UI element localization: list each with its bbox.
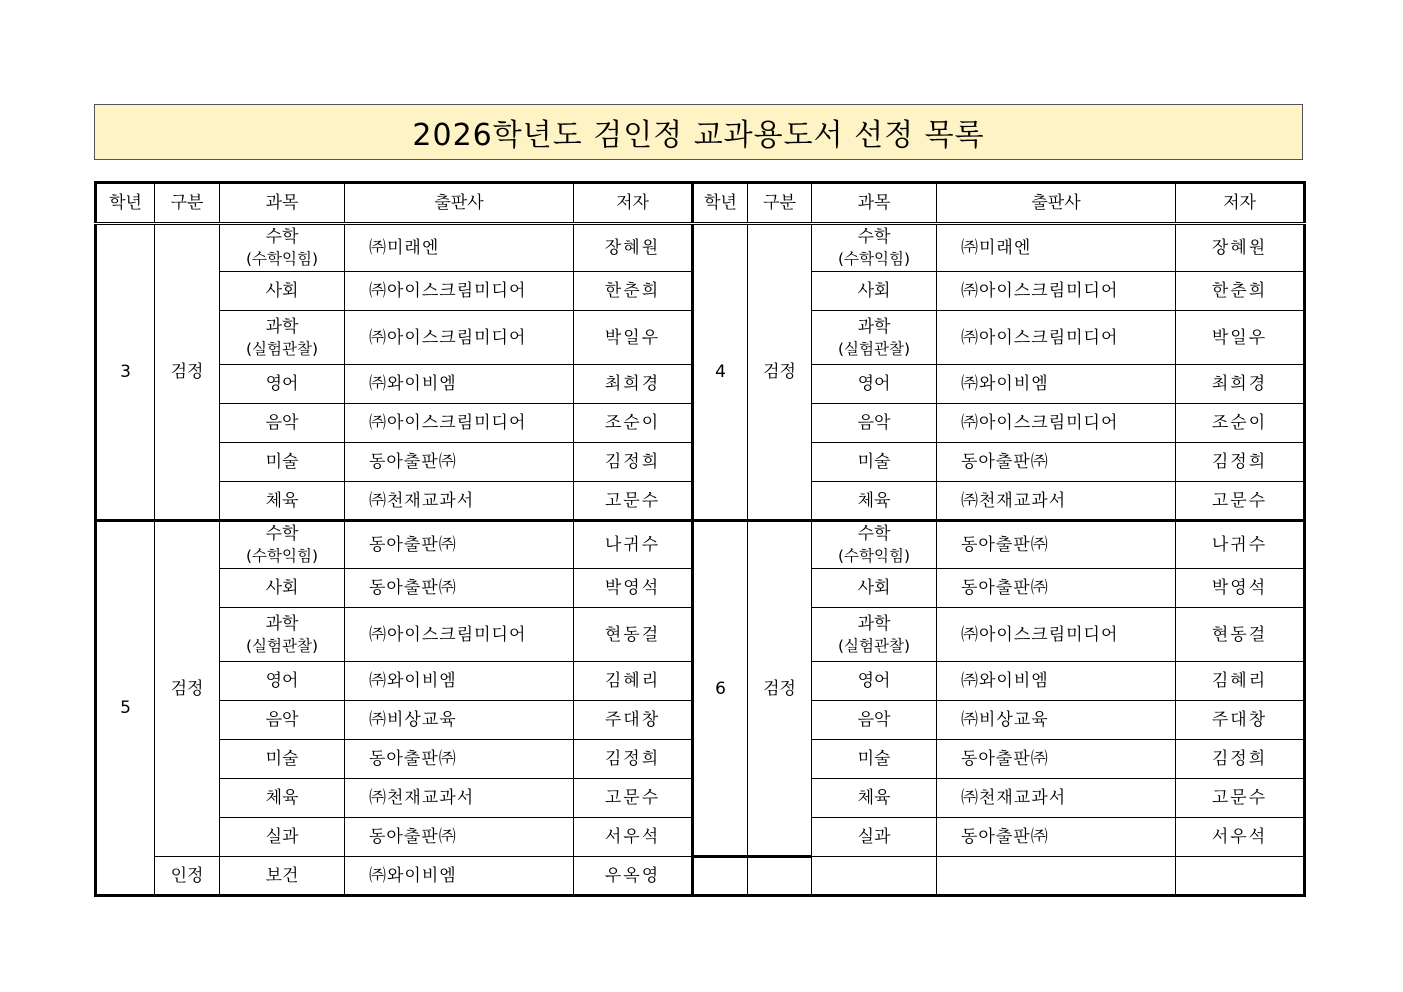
author-cell: 박영석: [1176, 569, 1305, 608]
type-cell: 검정: [748, 224, 812, 521]
type-cell: 검정: [155, 224, 220, 521]
subject-name: 사회: [857, 578, 891, 598]
subject-sub: (수학익힘): [246, 250, 318, 268]
author-cell: 서우석: [574, 818, 693, 857]
subject-cell: [812, 311, 937, 365]
subject-sub: (수학익힘): [838, 547, 910, 565]
publisher-cell: ㈜아이스크림미디어: [937, 311, 1176, 365]
subject-name: 음악: [857, 710, 891, 730]
subject-name: 미술: [265, 749, 299, 769]
subject-name: 과학: [857, 316, 891, 337]
subject-sub: (실험관찰): [246, 339, 318, 358]
subject-cell: [220, 482, 345, 521]
subject-cell: [812, 608, 937, 662]
author-cell: 김정희: [1176, 740, 1305, 779]
header-publisher: 출판사: [937, 183, 1176, 224]
subject-cell: [220, 569, 345, 608]
header-type: 구분: [748, 183, 812, 224]
header-author: 저자: [574, 183, 693, 224]
grade-cell: 4: [693, 224, 748, 521]
publisher-cell: ㈜비상교육: [937, 701, 1176, 740]
publisher-cell: ㈜아이스크림미디어: [345, 311, 574, 365]
publisher-cell: 동아출판㈜: [937, 569, 1176, 608]
page-title: 2026학년도 검인정 교과용도서 선정 목록: [412, 118, 985, 153]
author-cell: 김정희: [574, 443, 693, 482]
subject-name: 영어: [857, 671, 891, 691]
subject-name: 미술: [265, 452, 299, 472]
subject-cell: [812, 365, 937, 404]
empty-cell: [748, 857, 812, 896]
subject-cell: [220, 365, 345, 404]
author-cell: 장혜원: [1176, 224, 1305, 272]
subject-cell: [812, 443, 937, 482]
author-cell: 김정희: [574, 740, 693, 779]
subject-name: 사회: [857, 281, 891, 301]
author-cell: 조순이: [1176, 404, 1305, 443]
author-cell: 최희경: [574, 365, 693, 404]
subject-name: 사회: [265, 281, 299, 301]
publisher-cell: ㈜미래엔: [345, 224, 574, 272]
subject-name: 음악: [265, 710, 299, 730]
textbook-selection-table: [94, 181, 1306, 897]
grade-cell: 5: [96, 521, 155, 896]
title-banner: [94, 104, 1303, 160]
publisher-cell: ㈜와이비엠: [345, 662, 574, 701]
author-cell: 나귀수: [1176, 521, 1305, 569]
header-author: 저자: [1176, 183, 1305, 224]
table-row: [96, 521, 1305, 569]
subject-cell: [812, 482, 937, 521]
subject-name: 체육: [265, 788, 299, 808]
author-cell: 나귀수: [574, 521, 693, 569]
author-cell: 장혜원: [574, 224, 693, 272]
subject-cell: [220, 857, 345, 896]
subject-sub: (실험관찰): [838, 339, 910, 358]
author-cell: 박일우: [1176, 311, 1305, 365]
subject-name: 음악: [265, 413, 299, 433]
header-subject: 과목: [220, 183, 345, 224]
subject-cell: [812, 779, 937, 818]
subject-name: 영어: [857, 374, 891, 394]
subject-cell: [812, 569, 937, 608]
subject-name: 수학: [265, 524, 299, 544]
publisher-cell: ㈜아이스크림미디어: [345, 608, 574, 662]
subject-name: 미술: [857, 749, 891, 769]
subject-cell: [220, 662, 345, 701]
subject-cell: [220, 779, 345, 818]
type-cell: 인정: [155, 857, 220, 896]
header-subject: 과목: [812, 183, 937, 224]
subject-name: 음악: [857, 413, 891, 433]
subject-name: 보건: [265, 865, 299, 886]
header-type: 구분: [155, 183, 220, 224]
publisher-cell: 동아출판㈜: [345, 569, 574, 608]
table-row: [96, 224, 1305, 272]
subject-cell: [812, 404, 937, 443]
publisher-cell: ㈜천재교과서: [937, 482, 1176, 521]
publisher-cell: ㈜아이스크림미디어: [345, 404, 574, 443]
header-row: [96, 183, 1305, 224]
subject-cell: [812, 272, 937, 311]
subject-name: 수학: [857, 524, 891, 544]
header-grade: 학년: [693, 183, 748, 224]
author-cell: 서우석: [1176, 818, 1305, 857]
subject-cell: [220, 311, 345, 365]
author-cell: 김혜리: [1176, 662, 1305, 701]
subject-name: 미술: [857, 452, 891, 472]
author-cell: 한춘희: [574, 272, 693, 311]
subject-cell: [220, 404, 345, 443]
subject-cell: [220, 272, 345, 311]
author-cell: 현동걸: [574, 608, 693, 662]
publisher-cell: ㈜아이스크림미디어: [345, 272, 574, 311]
header-publisher: 출판사: [345, 183, 574, 224]
subject-cell: [220, 443, 345, 482]
subject-sub: (수학익힘): [838, 250, 910, 268]
subject-name: 수학: [857, 227, 891, 247]
publisher-cell: 동아출판㈜: [345, 818, 574, 857]
empty-cell: [1176, 857, 1305, 896]
publisher-cell: 동아출판㈜: [937, 818, 1176, 857]
publisher-cell: ㈜아이스크림미디어: [937, 404, 1176, 443]
author-cell: 김혜리: [574, 662, 693, 701]
subject-name: 과학: [857, 613, 891, 634]
publisher-cell: 동아출판㈜: [937, 740, 1176, 779]
publisher-cell: 동아출판㈜: [345, 521, 574, 569]
empty-cell: [937, 857, 1176, 896]
subject-sub: (수학익힘): [246, 547, 318, 565]
publisher-cell: ㈜와이비엠: [345, 857, 574, 896]
author-cell: 박일우: [574, 311, 693, 365]
publisher-cell: ㈜와이비엠: [345, 365, 574, 404]
author-cell: 고문수: [574, 779, 693, 818]
subject-sub: (실험관찰): [246, 636, 318, 655]
subject-cell: [812, 521, 937, 569]
subject-sub: (실험관찰): [838, 636, 910, 655]
subject-cell: [812, 701, 937, 740]
subject-cell: [220, 701, 345, 740]
author-cell: 주대창: [574, 701, 693, 740]
subject-cell: [220, 740, 345, 779]
type-cell: 검정: [155, 521, 220, 857]
empty-cell: [812, 857, 937, 896]
type-cell: 검정: [748, 521, 812, 857]
subject-name: 체육: [857, 788, 891, 808]
author-cell: 고문수: [1176, 482, 1305, 521]
subject-cell: [812, 740, 937, 779]
subject-name: 실과: [265, 827, 299, 847]
publisher-cell: 동아출판㈜: [345, 443, 574, 482]
subject-cell: [220, 818, 345, 857]
author-cell: 우옥영: [574, 857, 693, 896]
publisher-cell: ㈜천재교과서: [345, 779, 574, 818]
publisher-cell: ㈜천재교과서: [937, 779, 1176, 818]
subject-name: 체육: [857, 490, 891, 511]
publisher-cell: 동아출판㈜: [937, 443, 1176, 482]
publisher-cell: ㈜아이스크림미디어: [937, 272, 1176, 311]
publisher-cell: ㈜천재교과서: [345, 482, 574, 521]
subject-cell: [220, 521, 345, 569]
subject-name: 실과: [857, 827, 891, 847]
publisher-cell: 동아출판㈜: [345, 740, 574, 779]
publisher-cell: ㈜비상교육: [345, 701, 574, 740]
subject-cell: [812, 818, 937, 857]
subject-cell: [812, 224, 937, 272]
author-cell: 한춘희: [1176, 272, 1305, 311]
author-cell: 박영석: [574, 569, 693, 608]
publisher-cell: ㈜미래엔: [937, 224, 1176, 272]
author-cell: 현동걸: [1176, 608, 1305, 662]
subject-name: 과학: [265, 316, 299, 337]
publisher-cell: ㈜와이비엠: [937, 365, 1176, 404]
subject-name: 체육: [265, 490, 299, 511]
subject-cell: [220, 224, 345, 272]
author-cell: 주대창: [1176, 701, 1305, 740]
grade-cell: 3: [96, 224, 155, 521]
subject-name: 수학: [265, 227, 299, 247]
publisher-cell: ㈜와이비엠: [937, 662, 1176, 701]
author-cell: 고문수: [1176, 779, 1305, 818]
author-cell: 최희경: [1176, 365, 1305, 404]
author-cell: 고문수: [574, 482, 693, 521]
publisher-cell: 동아출판㈜: [937, 521, 1176, 569]
empty-cell: [693, 857, 748, 896]
subject-name: 사회: [265, 578, 299, 598]
header-grade: 학년: [96, 183, 155, 224]
author-cell: 조순이: [574, 404, 693, 443]
subject-cell: [812, 662, 937, 701]
subject-cell: [220, 608, 345, 662]
grade-cell: 6: [693, 521, 748, 857]
table-row: [96, 857, 1305, 896]
author-cell: 김정희: [1176, 443, 1305, 482]
subject-name: 영어: [265, 671, 299, 691]
subject-name: 영어: [265, 374, 299, 394]
subject-name: 과학: [265, 613, 299, 634]
publisher-cell: ㈜아이스크림미디어: [937, 608, 1176, 662]
